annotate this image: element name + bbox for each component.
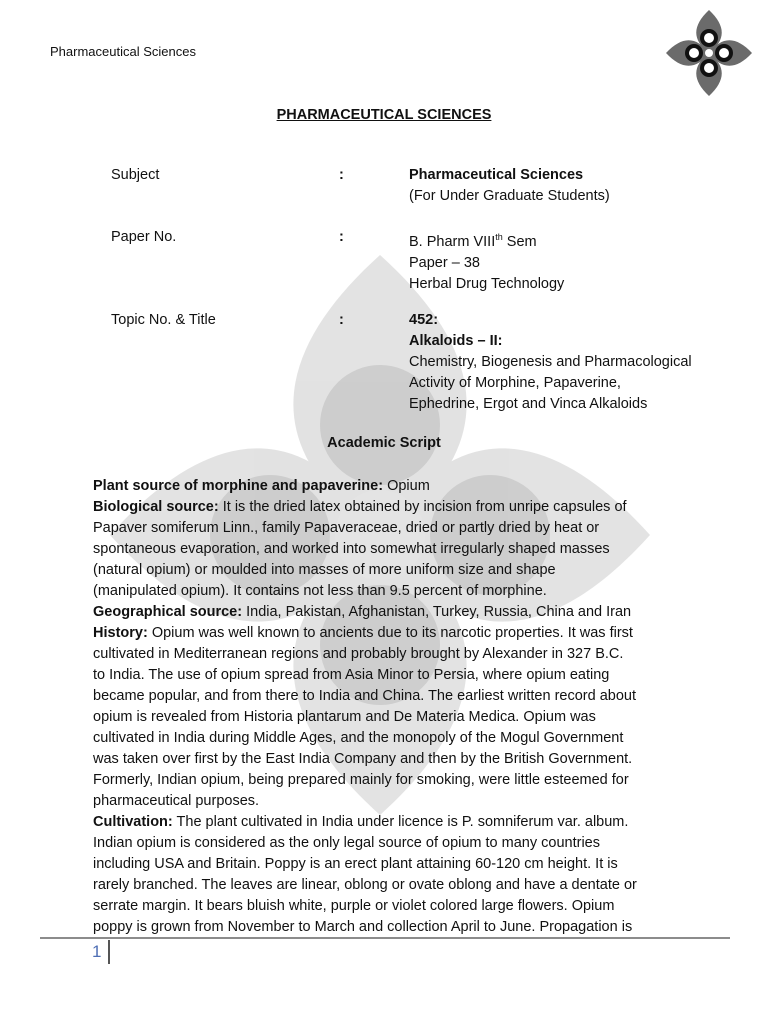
paragraph-line: became popular, and from there to India and China. The earliest written record about: [93, 688, 636, 704]
paragraph-line: Indian opium is considered as the only legal source of opium to many countries: [93, 835, 600, 851]
meta-values: [409, 165, 749, 207]
biological-label: Biological source:: [93, 499, 219, 515]
paragraph-line: serrate margin. It bears bluish white, purple or violet colored large flowers. Opium: [93, 898, 615, 914]
plant-source-line: [93, 476, 733, 497]
geographical-line: [93, 602, 733, 623]
running-header: Pharmaceutical Sciences: [50, 44, 196, 59]
document-title: PHARMACEUTICAL SCIENCES: [276, 107, 492, 123]
topic-number: 452:: [409, 312, 439, 328]
paragraph-line: poppy is grown from November to March and collection April to June. Propagation is: [93, 919, 633, 935]
body-text: [93, 476, 733, 938]
paragraph-line: rarely branched. The leaves are linear, oblong or ovate oblong and have a dentate or: [93, 877, 637, 893]
section-title: Academic Script: [327, 435, 441, 451]
semester-superscript: th: [495, 232, 503, 242]
paragraph-line: cultivated in Mediterranean regions and probably brought by Alexander in 327 B.C.: [93, 646, 624, 662]
institution-flower-logo-icon: [664, 8, 754, 98]
paragraph-line: spontaneous evaporation, and worked into somewhat irregularly shaped masses: [93, 541, 610, 557]
paragraph-line: cultivated in India during Middle Ages, and the monopoly of the Mogul Government: [93, 730, 624, 746]
biological-line: [93, 497, 733, 518]
paragraph-line: to India. The use of opium spread from Asia Minor to Persia, where opium eating: [93, 667, 610, 683]
paragraph-line: (manipulated opium). It contains not less than 9.5 percent of morphine.: [93, 583, 547, 599]
topic-desc-line: Chemistry, Biogenesis and Pharmacological: [409, 354, 692, 370]
paper-semester: [409, 227, 749, 253]
paragraph-line: including USA and Britain. Poppy is an erect plant attaining 60-120 cm height. It is: [93, 856, 618, 872]
topic-desc-line: Activity of Morphine, Papaverine,: [409, 375, 621, 391]
geographical-label: Geographical source:: [93, 604, 243, 620]
history-label: History:: [93, 625, 148, 641]
paragraph-line: opium is revealed from Historia plantarum and De Materia Medica. Opium was: [93, 709, 596, 725]
geographical-text: India, Pakistan, Afghanistan, Turkey, Russia, China and Iran: [242, 604, 632, 620]
paper-number: Paper – 38: [409, 254, 480, 271]
subject-audience: (For Under Graduate Students): [409, 188, 610, 204]
cultivation-text: The plant cultivated in India under licence is P. somniferum var. album.: [172, 814, 629, 830]
cultivation-label: Cultivation:: [93, 814, 173, 830]
meta-values: [409, 227, 749, 295]
meta-label: Topic No. & Title: [111, 312, 216, 328]
plant-source-text: Opium: [383, 478, 430, 494]
meta-label: Paper No.: [111, 229, 177, 245]
topic-desc-line: Ephedrine, Ergot and Vinca Alkaloids: [409, 396, 648, 412]
meta-label: Subject: [111, 167, 160, 183]
biological-text: It is the dried latex obtained by incision from unripe capsules of: [218, 499, 627, 515]
meta-values: [409, 310, 749, 415]
subject-name: Pharmaceutical Sciences: [409, 167, 584, 183]
meta-colon: :: [339, 312, 344, 328]
topic-name: Alkaloids – II:: [409, 333, 503, 349]
meta-colon: :: [339, 167, 344, 183]
semester-prefix: B. Pharm VIII: [409, 233, 496, 250]
paragraph-line: was taken over first by the East India Company and then by the British Government.: [93, 751, 633, 767]
cultivation-line: [93, 812, 733, 833]
meta-colon: :: [339, 229, 344, 245]
paragraph-line: (natural opium) or moulded into masses of more uniform size and shape: [93, 562, 556, 578]
history-text: Opium was well known to ancients due to its narcotic properties. It was first: [147, 625, 633, 641]
footer-divider: [40, 937, 730, 939]
history-line: [93, 623, 733, 644]
paragraph-line: pharmaceutical purposes.: [93, 793, 260, 809]
page-number-bar: [108, 940, 110, 964]
semester-suffix: Sem: [502, 233, 537, 250]
paragraph-line: Formerly, Indian opium, being prepared mainly for smoking, were little esteemed for: [93, 772, 629, 788]
paper-name: Herbal Drug Technology: [409, 275, 565, 292]
page-number: 1: [92, 942, 102, 961]
plant-source-label: Plant source of morphine and papaverine:: [93, 478, 384, 494]
paragraph-line: Papaver somiferum Linn., family Papaveraceae, dried or partly dried by heat or: [93, 520, 600, 536]
